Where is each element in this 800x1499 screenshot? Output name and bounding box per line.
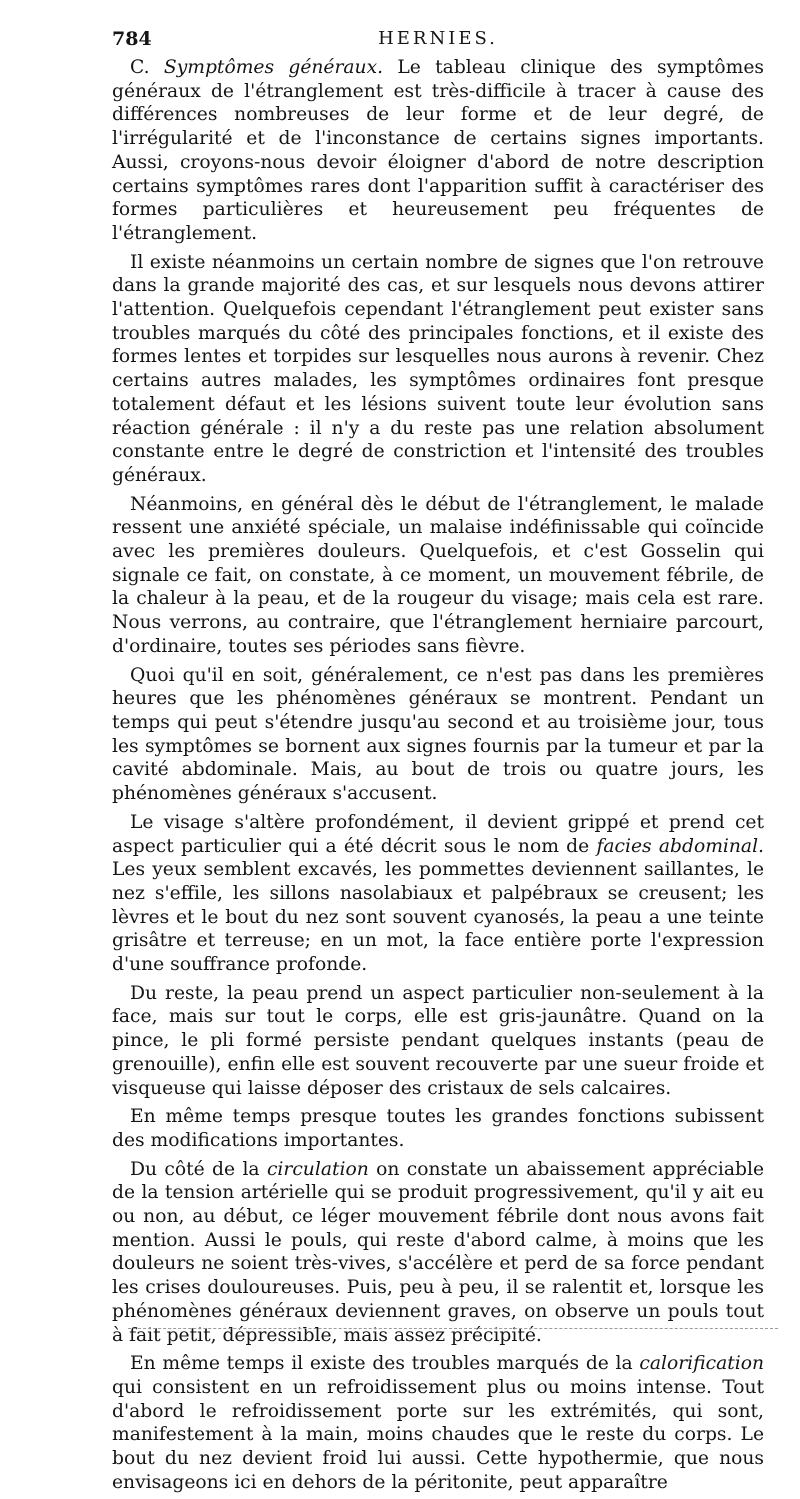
emphasis-term: facies abdominal. [596,835,764,857]
page-header [112,24,764,54]
paragraph-text: on constate un abaissement appréciable de la tension artérielle qui se produit progressivement, qu'il y ait eu ou non, au début, ce léger mouvement fébrile dont nous avons fait mention. Aussi le pouls, qui reste d'abord calme, à moins que les douleurs ne soient très-vives, s'accélère et perd de sa force pendant les crises douloureuses. Puis, peu à peu, il se ralentit et, lorsque les phénomènes généraux deviennent graves, on observe un pouls tout à fait petit, dépressible, mais assez précipité. [112,1158,764,1346]
emphasis-term: calorification [639,1353,764,1375]
paragraph: En même temps presque toutes les grandes fonctions subissent des modifications importantes. [112,1106,764,1151]
page-number: 784 [112,28,152,50]
paragraph: Néanmoins, en général dès le début de l'étranglement, le malade ressent une anxiété spéciale, un malaise indéfinissable qui coïncide avec les premières douleurs. Quelquefois, et c'est Gosselin qui signale ce fait, on constate, à ce moment, un mouvement fébrile, de la chaleur à la peau, et de la rougeur du visage; mais cela est rare. Nous verrons, au contraire, que l'étranglement herniaire parcourt, d'ordinaire, toutes ses périodes sans fièvre. [112,493,764,657]
paragraph-text: qui consistent en un refroidissement plus ou moins intense. Tout d'abord le refroidissement porte sur les extrémités, qui sont, manifestement à la main, moins chaudes que le reste du corps. Le bout du nez devient froid lui aussi. Cette hypothermie, que nous envisageons ici en dehors de la péritonite, peut apparaître [112,1376,764,1493]
paragraph: Quoi qu'il en soit, généralement, ce n'est pas dans les premières heures que les phénomènes généraux se montrent. Pendant un temps qui peut s'étendre jusqu'au second et au troisième jour, tous les symptômes se bornent aux signes fournis par la tumeur et par la cavité abdominale. Mais, au bout de trois ou quatre jours, les phénomènes généraux s'accusent. [112,664,764,805]
paragraph-circulation [112,1158,764,1348]
paragraph: Du reste, la peau prend un aspect particulier non-seulement à la face, mais sur tout le corps, elle est gris-jaunâtre. Quand on la pince, le pli formé persiste pendant quelques instants (peau de grenouille), enfin elle est souvent recouverte par une sueur froide et visqueuse qui laisse déposer des cristaux de sels calcaires. [112,982,764,1099]
section-heading: Symptômes généraux. [163,57,384,78]
paragraph-text: Du côté de la [130,1158,260,1180]
paragraph-calorification [112,1352,764,1494]
body-text [112,56,764,1499]
section-label: C. [130,57,150,78]
paragraph-facies [112,811,764,977]
bottom-rule [128,1328,778,1329]
paragraph-text: Le visage s'altère profondément, il devient grippé et prend cet aspect particulier qui a été décrit sous le nom de [112,811,764,857]
emphasis-term: circulation [266,1158,369,1180]
paragraph-text: Le tableau clinique des symptômes généraux de l'étranglement est très-difficile à tracer à cause des différences nombreuses de leur forme et de leur degré, de l'irrégularité et de l'inconstance de certains signes importants. Aussi, croyons-nous devoir éloigner d'abord de notre description certains symptômes rares dont l'apparition suffit à caractériser des formes particulières et heureusement peu fréquentes de l'étranglement. [112,57,764,244]
paragraph: Il existe néanmoins un certain nombre de signes que l'on retrouve dans la grande majorité des cas, et sur lesquels nous devons attirer l'attention. Quelquefois cependant l'étranglement peut exister sans troubles marqués du côté des principales fonctions, et il existe des formes lentes et torpides sur lesquelles nous aurons à revenir. Chez certains autres malades, les symptômes ordinaires font presque totalement défaut et les lésions suivent toute leur évolution sans réaction générale : il n'y a du reste pas une relation absolument constante entre le degré de constriction et l'intensité des troubles généraux. [112,251,764,486]
paragraph-text: En même temps il existe des troubles marqués de la [130,1353,633,1375]
running-title: HERNIES. [378,28,498,49]
paragraph-general-symptoms [112,56,764,246]
paragraph-text: Les yeux semblent excavés, les pommettes deviennent saillantes, le nez s'effile, les sillons nasolabiaux et palpébraux se creusent; les lèvres et le bout du nez sont souvent cyanosés, la peau a une teinte grisâtre et terreuse; en un mot, la face entière porte l'expression d'une souffrance profonde. [112,859,764,976]
